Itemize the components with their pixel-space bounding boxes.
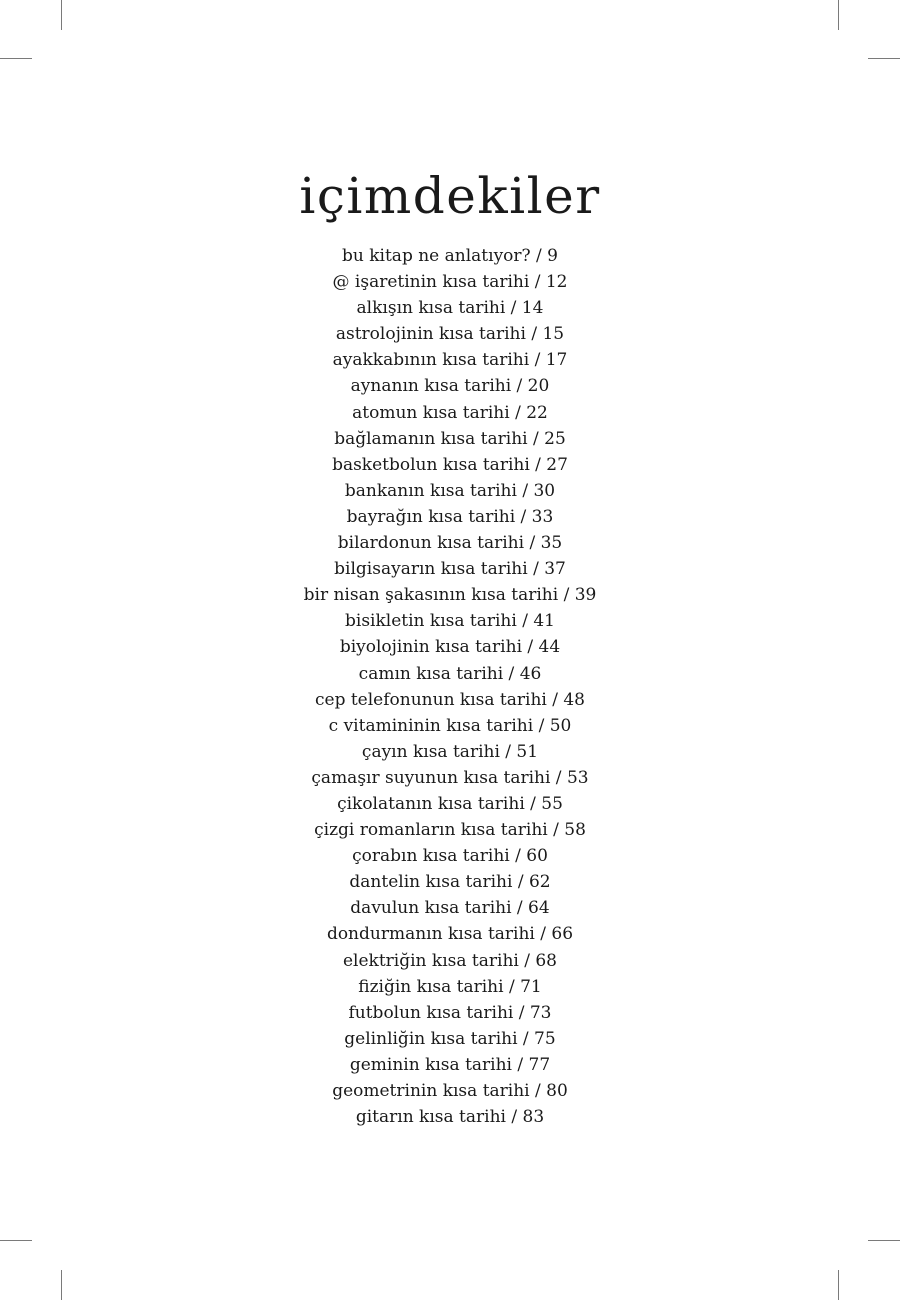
toc-entry: cep telefonunun kısa tarihi / 48	[314, 689, 586, 710]
toc-entry: çizgi romanların kısa tarihi / 58	[314, 820, 586, 841]
toc-entry: çikolatanın kısa tarihi / 55	[337, 793, 563, 814]
toc-entry: @ işaretinin kısa tarihi / 12	[332, 272, 568, 293]
toc-entry: dondurmanın kısa tarihi / 66	[326, 924, 574, 945]
toc-entry: geometrinin kısa tarihi / 80	[332, 1081, 568, 1101]
page-title: içimdekiler	[299, 167, 601, 225]
toc-entry: basketbolun kısa tarihi / 27	[332, 454, 568, 475]
toc-entry: bisikletin kısa tarihi / 41	[345, 611, 555, 632]
toc-entry: astrolojinin kısa tarihi / 15	[335, 324, 565, 345]
crop-mark-bottom-right-horizontal	[868, 1240, 900, 1241]
toc-entry: futbolun kısa tarihi / 73	[348, 1002, 552, 1023]
toc-entry: çayın kısa tarihi / 51	[361, 741, 539, 762]
crop-mark-top-right-horizontal	[868, 58, 900, 59]
toc-entry: bir nisan şakasının kısa tarihi / 39	[303, 585, 597, 606]
toc-entry: gelinliğin kısa tarihi / 75	[344, 1028, 556, 1049]
crop-mark-bottom-left-horizontal	[0, 1240, 32, 1241]
toc-entry: çamaşır suyunun kısa tarihi / 53	[311, 767, 589, 788]
toc-entry: c vitamininin kısa tarihi / 50	[328, 715, 572, 736]
crop-mark-top-left-horizontal	[0, 58, 32, 59]
toc-entry: biyolojinin kısa tarihi / 44	[339, 637, 561, 658]
toc-entry: bu kitap ne anlatıyor? / 9	[342, 246, 558, 266]
crop-mark-top-left-vertical	[61, 0, 62, 30]
crop-mark-bottom-left-vertical	[61, 1270, 62, 1300]
table-of-contents	[0, 243, 900, 1130]
toc-entry: çorabın kısa tarihi / 60	[352, 846, 548, 867]
toc-entry: bağlamanın kısa tarihi / 25	[334, 428, 566, 449]
toc-entry: gitarın kısa tarihi / 83	[355, 1107, 545, 1128]
toc-entry: geminin kısa tarihi / 77	[349, 1054, 551, 1075]
toc-entry: elektriğin kısa tarihi / 68	[342, 950, 557, 971]
toc-entry: atomun kısa tarihi / 22	[352, 402, 548, 423]
toc-entry: alkışın kısa tarihi / 14	[356, 298, 544, 319]
toc-entry: bayrağın kısa tarihi / 33	[346, 506, 554, 527]
toc-entry: davulun kısa tarihi / 64	[350, 898, 550, 919]
toc-entry: bilardonun kısa tarihi / 35	[337, 533, 563, 554]
toc-entry: bankanın kısa tarihi / 30	[344, 480, 556, 501]
toc-entry: bilgisayarın kısa tarihi / 37	[334, 559, 566, 580]
toc-entry: camın kısa tarihi / 46	[358, 663, 542, 684]
crop-mark-top-right-vertical	[838, 0, 839, 30]
toc-entry: fiziğin kısa tarihi / 71	[358, 976, 542, 997]
toc-entry: dantelin kısa tarihi / 62	[349, 872, 551, 893]
toc-entry: aynanın kısa tarihi / 20	[350, 376, 550, 397]
toc-entry: ayakkabının kısa tarihi / 17	[332, 350, 568, 371]
crop-mark-bottom-right-vertical	[838, 1270, 839, 1300]
